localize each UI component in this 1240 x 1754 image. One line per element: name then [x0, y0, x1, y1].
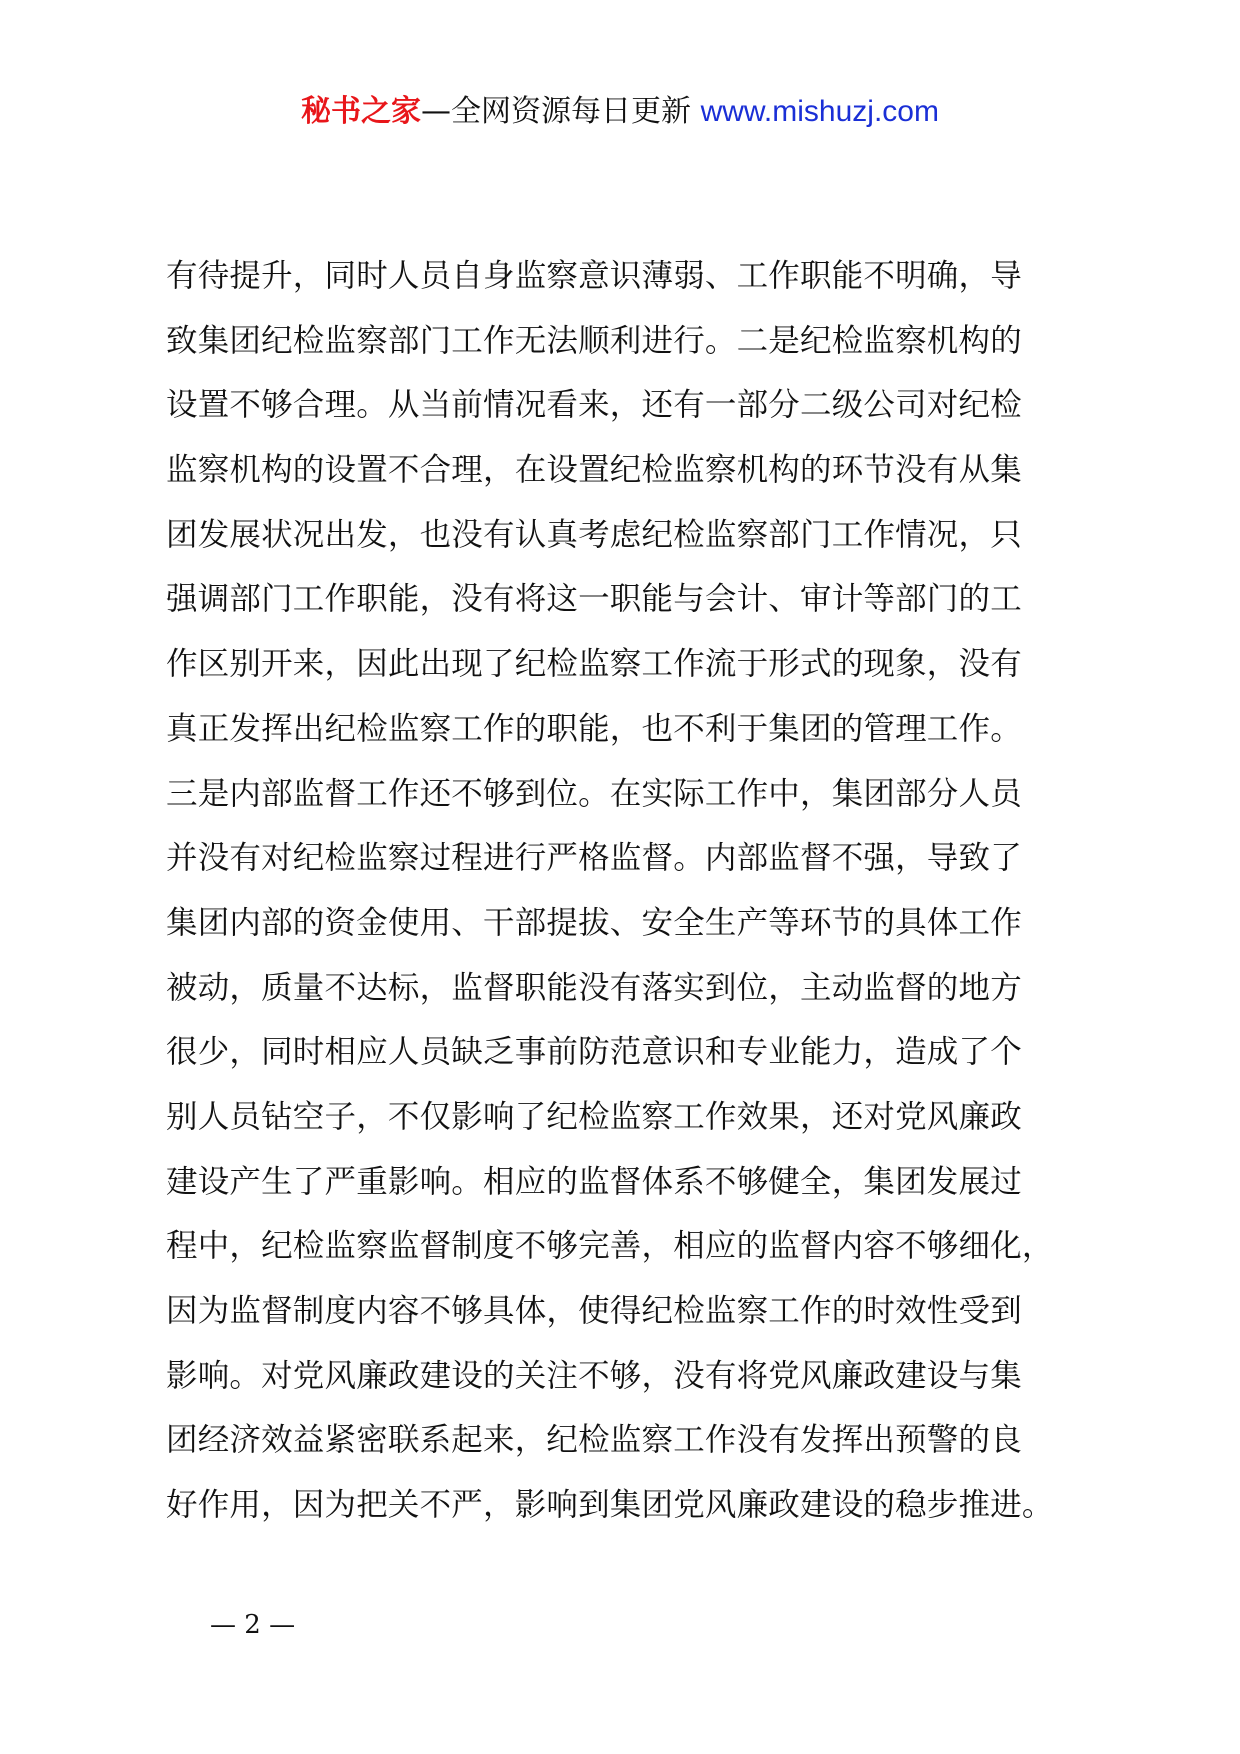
body-line: 很少，同时相应人员缺乏事前防范意识和专业能力，造成了个	[166, 1034, 1022, 1071]
body-line: 程中，纪检监察监督制度不够完善，相应的监督内容不够细化，	[166, 1228, 1054, 1265]
body-line: 因为监督制度内容不够具体，使得纪检监察工作的时效性受到	[166, 1293, 1022, 1329]
site-brand: 秘书之家	[301, 94, 422, 129]
body-line: 并没有对纪检监察过程进行严格监督。内部监督不强，导致了	[166, 840, 1022, 877]
body-line: 真正发挥出纪检监察工作的职能，也不利于集团的管理工作。	[166, 710, 1022, 747]
body-line: 集团内部的资金使用、干部提拔、安全生产等环节的具体工作	[166, 904, 1022, 941]
page-number: — 2 —	[210, 1610, 296, 1640]
body-line: 强调部门工作职能，没有将这一职能与会计、审计等部门的工	[166, 581, 1022, 618]
body-line: 团经济效益紧密联系起来，纪检监察工作没有发挥出预警的良	[166, 1422, 1022, 1459]
body-line: 监察机构的设置不合理，在设置纪检监察机构的环节没有从集	[166, 452, 1022, 489]
body-line: 好作用，因为把关不严，影响到集团党风廉政建设的稳步推进。	[166, 1487, 1054, 1524]
body-line: 有待提升，同时人员自身监察意识薄弱、工作职能不明确，导	[166, 258, 1022, 294]
site-tagline: —全网资源每日更新	[421, 94, 692, 129]
document-body	[166, 244, 1086, 1538]
site-url-link[interactable]: www.mishuzj.com	[700, 95, 939, 128]
body-line: 作区别开来，因此出现了纪检监察工作流于形式的现象，没有	[166, 646, 1022, 683]
body-line: 建设产生了严重影响。相应的监督体系不够健全，集团发展过	[166, 1163, 1022, 1200]
body-line: 别人员钻空子，不仅影响了纪检监察工作效果，还对党风廉政	[166, 1098, 1022, 1135]
body-line: 影响。对党风廉政建设的关注不够，没有将党风廉政建设与集	[166, 1357, 1022, 1394]
page-header	[0, 92, 1240, 132]
body-line: 设置不够合理。从当前情况看来，还有一部分二级公司对纪检	[166, 387, 1022, 424]
body-line: 致集团纪检监察部门工作无法顺利进行。二是纪检监察机构的	[166, 322, 1022, 359]
body-line: 被动，质量不达标，监督职能没有落实到位，主动监督的地方	[166, 969, 1022, 1006]
body-line: 团发展状况出发，也没有认真考虑纪检监察部门工作情况，只	[166, 516, 1022, 553]
body-line: 三是内部监督工作还不够到位。在实际工作中，集团部分人员	[166, 775, 1022, 812]
